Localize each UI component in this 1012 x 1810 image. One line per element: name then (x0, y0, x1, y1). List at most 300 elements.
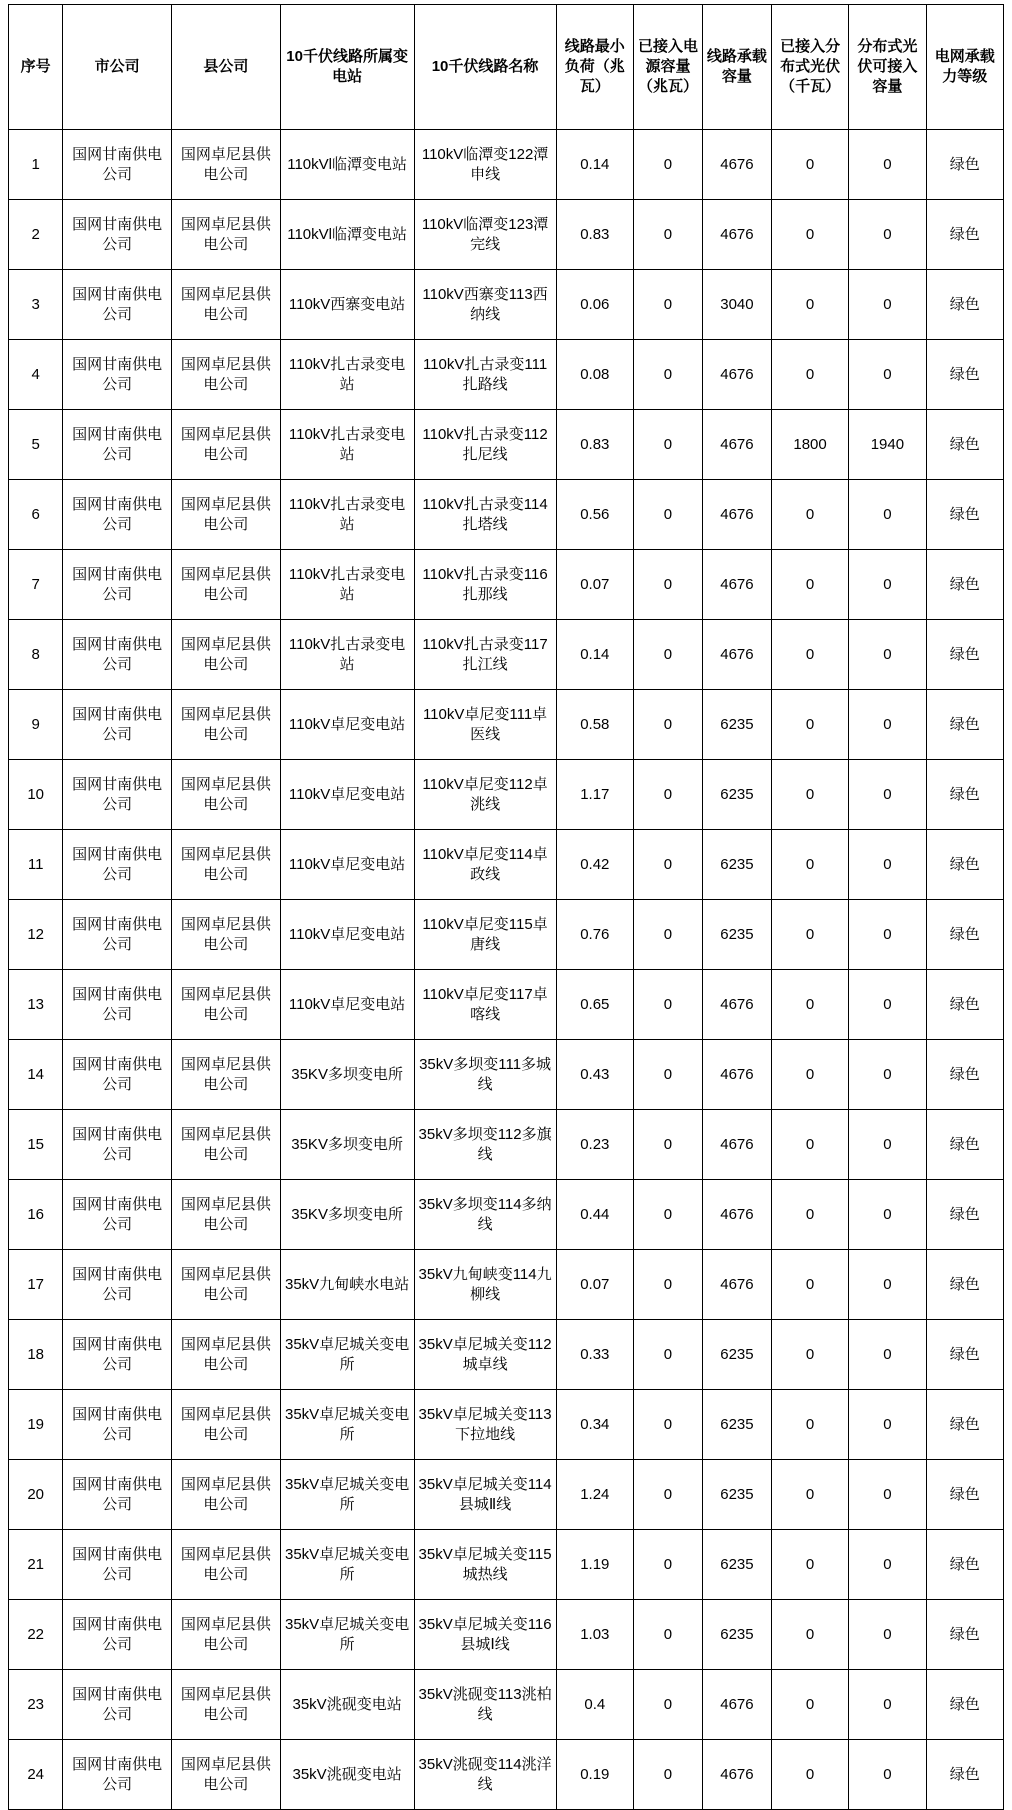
cell-min-load: 1.17 (556, 760, 633, 830)
cell-connected-source-capacity: 0 (633, 410, 702, 480)
cell-substation: 110kV扎古录变电站 (280, 340, 414, 410)
cell-line-name: 110kV卓尼变112卓洮线 (414, 760, 556, 830)
cell-county-company: 国网卓尼县供电公司 (172, 1180, 281, 1250)
table-row (9, 270, 1004, 340)
cell-city-company: 国网甘南供电公司 (63, 1040, 172, 1110)
cell-substation: 35KV多坝变电所 (280, 1180, 414, 1250)
cell-connected-pv: 0 (771, 1180, 848, 1250)
cell-city-company: 国网甘南供电公司 (63, 410, 172, 480)
cell-available-pv-capacity: 0 (849, 340, 926, 410)
table-row (9, 1320, 1004, 1390)
cell-grid-capacity-level: 绿色 (926, 1110, 1003, 1180)
cell-index: 24 (9, 1740, 63, 1810)
cell-grid-capacity-level: 绿色 (926, 1670, 1003, 1740)
cell-county-company: 国网卓尼县供电公司 (172, 1040, 281, 1110)
cell-line-name: 35kV卓尼城关变112城卓线 (414, 1320, 556, 1390)
cell-line-name: 110kV扎古录变111扎路线 (414, 340, 556, 410)
cell-grid-capacity-level: 绿色 (926, 270, 1003, 340)
cell-line-name: 110kV临潭变122潭申线 (414, 130, 556, 200)
cell-county-company: 国网卓尼县供电公司 (172, 410, 281, 480)
cell-substation: 110kV扎古录变电站 (280, 480, 414, 550)
cell-line-carrying-capacity: 4676 (702, 970, 771, 1040)
cell-line-name: 110kV临潭变123潭完线 (414, 200, 556, 270)
table-row (9, 1040, 1004, 1110)
cell-available-pv-capacity: 0 (849, 1320, 926, 1390)
cell-county-company: 国网卓尼县供电公司 (172, 970, 281, 1040)
table-row (9, 340, 1004, 410)
cell-grid-capacity-level: 绿色 (926, 1040, 1003, 1110)
cell-min-load: 0.56 (556, 480, 633, 550)
cell-substation: 110kV卓尼变电站 (280, 760, 414, 830)
cell-available-pv-capacity: 0 (849, 760, 926, 830)
cell-connected-pv: 0 (771, 830, 848, 900)
cell-line-name: 35kV卓尼城关变116县城Ⅰ线 (414, 1600, 556, 1670)
cell-line-name: 110kV卓尼变115卓唐线 (414, 900, 556, 970)
cell-line-name: 110kV卓尼变114卓政线 (414, 830, 556, 900)
cell-index: 3 (9, 270, 63, 340)
cell-city-company: 国网甘南供电公司 (63, 1600, 172, 1670)
table-row (9, 970, 1004, 1040)
cell-available-pv-capacity: 0 (849, 830, 926, 900)
cell-line-carrying-capacity: 4676 (702, 200, 771, 270)
cell-index: 1 (9, 130, 63, 200)
cell-grid-capacity-level: 绿色 (926, 1250, 1003, 1320)
cell-available-pv-capacity: 0 (849, 1600, 926, 1670)
cell-index: 20 (9, 1460, 63, 1530)
column-header-connected-pv: 已接入分布式光伏（千瓦） (771, 5, 848, 130)
cell-connected-source-capacity: 0 (633, 340, 702, 410)
cell-city-company: 国网甘南供电公司 (63, 550, 172, 620)
cell-min-load: 0.14 (556, 130, 633, 200)
table-row (9, 760, 1004, 830)
cell-connected-source-capacity: 0 (633, 1530, 702, 1600)
cell-connected-pv: 0 (771, 1320, 848, 1390)
cell-county-company: 国网卓尼县供电公司 (172, 1600, 281, 1670)
table-row (9, 200, 1004, 270)
cell-line-carrying-capacity: 4676 (702, 410, 771, 480)
cell-connected-pv: 0 (771, 130, 848, 200)
cell-line-carrying-capacity: 6235 (702, 830, 771, 900)
cell-substation: 35kV卓尼城关变电所 (280, 1460, 414, 1530)
cell-county-company: 国网卓尼县供电公司 (172, 1530, 281, 1600)
cell-city-company: 国网甘南供电公司 (63, 1740, 172, 1810)
cell-connected-source-capacity: 0 (633, 1110, 702, 1180)
table-body (9, 130, 1004, 1810)
column-header-grid-capacity-level: 电网承载力等级 (926, 5, 1003, 130)
cell-county-company: 国网卓尼县供电公司 (172, 1250, 281, 1320)
cell-index: 6 (9, 480, 63, 550)
cell-substation: 35kV洮砚变电站 (280, 1740, 414, 1810)
cell-county-company: 国网卓尼县供电公司 (172, 1320, 281, 1390)
cell-index: 4 (9, 340, 63, 410)
table-row (9, 1110, 1004, 1180)
cell-city-company: 国网甘南供电公司 (63, 1390, 172, 1460)
cell-city-company: 国网甘南供电公司 (63, 1530, 172, 1600)
cell-connected-pv: 0 (771, 340, 848, 410)
cell-line-name: 35kV卓尼城关变115城热线 (414, 1530, 556, 1600)
cell-available-pv-capacity: 0 (849, 1670, 926, 1740)
cell-connected-source-capacity: 0 (633, 1180, 702, 1250)
cell-line-carrying-capacity: 6235 (702, 1320, 771, 1390)
cell-connected-source-capacity: 0 (633, 1390, 702, 1460)
cell-min-load: 1.19 (556, 1530, 633, 1600)
cell-connected-pv: 0 (771, 1530, 848, 1600)
cell-line-carrying-capacity: 4676 (702, 1670, 771, 1740)
column-header-index: 序号 (9, 5, 63, 130)
cell-grid-capacity-level: 绿色 (926, 830, 1003, 900)
cell-available-pv-capacity: 0 (849, 900, 926, 970)
cell-city-company: 国网甘南供电公司 (63, 480, 172, 550)
cell-available-pv-capacity: 0 (849, 550, 926, 620)
column-header-county-company: 县公司 (172, 5, 281, 130)
grid-capacity-table (8, 4, 1004, 1810)
cell-county-company: 国网卓尼县供电公司 (172, 830, 281, 900)
cell-available-pv-capacity: 0 (849, 1460, 926, 1530)
table-row (9, 1740, 1004, 1810)
column-header-line-carrying-capacity: 线路承载容量 (702, 5, 771, 130)
cell-grid-capacity-level: 绿色 (926, 690, 1003, 760)
cell-grid-capacity-level: 绿色 (926, 550, 1003, 620)
cell-grid-capacity-level: 绿色 (926, 1740, 1003, 1810)
cell-line-name: 110kV西寨变113西纳线 (414, 270, 556, 340)
cell-line-carrying-capacity: 4676 (702, 340, 771, 410)
cell-county-company: 国网卓尼县供电公司 (172, 550, 281, 620)
cell-grid-capacity-level: 绿色 (926, 620, 1003, 690)
cell-substation: 110kV卓尼变电站 (280, 900, 414, 970)
cell-min-load: 0.83 (556, 410, 633, 480)
cell-connected-source-capacity: 0 (633, 130, 702, 200)
cell-connected-pv: 0 (771, 620, 848, 690)
cell-connected-pv: 0 (771, 1460, 848, 1530)
cell-grid-capacity-level: 绿色 (926, 130, 1003, 200)
cell-available-pv-capacity: 1940 (849, 410, 926, 480)
cell-county-company: 国网卓尼县供电公司 (172, 480, 281, 550)
cell-min-load: 0.23 (556, 1110, 633, 1180)
cell-available-pv-capacity: 0 (849, 1250, 926, 1320)
cell-substation: 35kV卓尼城关变电所 (280, 1600, 414, 1670)
table-row (9, 410, 1004, 480)
cell-min-load: 0.42 (556, 830, 633, 900)
cell-min-load: 0.07 (556, 550, 633, 620)
cell-available-pv-capacity: 0 (849, 130, 926, 200)
cell-connected-source-capacity: 0 (633, 1040, 702, 1110)
cell-city-company: 国网甘南供电公司 (63, 200, 172, 270)
cell-line-name: 110kV扎古录变114扎塔线 (414, 480, 556, 550)
cell-index: 23 (9, 1670, 63, 1740)
cell-substation: 35KV多坝变电所 (280, 1110, 414, 1180)
cell-connected-source-capacity: 0 (633, 970, 702, 1040)
cell-connected-source-capacity: 0 (633, 550, 702, 620)
cell-available-pv-capacity: 0 (849, 1530, 926, 1600)
cell-city-company: 国网甘南供电公司 (63, 970, 172, 1040)
cell-index: 7 (9, 550, 63, 620)
cell-index: 13 (9, 970, 63, 1040)
cell-index: 15 (9, 1110, 63, 1180)
cell-county-company: 国网卓尼县供电公司 (172, 130, 281, 200)
table-row (9, 550, 1004, 620)
cell-min-load: 0.08 (556, 340, 633, 410)
cell-city-company: 国网甘南供电公司 (63, 1670, 172, 1740)
cell-grid-capacity-level: 绿色 (926, 900, 1003, 970)
cell-county-company: 国网卓尼县供电公司 (172, 1740, 281, 1810)
cell-substation: 35kV卓尼城关变电所 (280, 1530, 414, 1600)
cell-index: 8 (9, 620, 63, 690)
cell-county-company: 国网卓尼县供电公司 (172, 690, 281, 760)
cell-line-name: 110kV卓尼变111卓医线 (414, 690, 556, 760)
cell-min-load: 0.34 (556, 1390, 633, 1460)
cell-available-pv-capacity: 0 (849, 480, 926, 550)
cell-grid-capacity-level: 绿色 (926, 340, 1003, 410)
table-row (9, 900, 1004, 970)
cell-county-company: 国网卓尼县供电公司 (172, 1670, 281, 1740)
cell-substation: 110kV扎古录变电站 (280, 410, 414, 480)
cell-available-pv-capacity: 0 (849, 1390, 926, 1460)
cell-min-load: 0.06 (556, 270, 633, 340)
cell-available-pv-capacity: 0 (849, 690, 926, 760)
cell-connected-source-capacity: 0 (633, 1250, 702, 1320)
cell-city-company: 国网甘南供电公司 (63, 130, 172, 200)
cell-substation: 35kV九甸峡水电站 (280, 1250, 414, 1320)
table-row (9, 1460, 1004, 1530)
cell-city-company: 国网甘南供电公司 (63, 1460, 172, 1530)
cell-connected-pv: 0 (771, 550, 848, 620)
cell-line-name: 35kV九甸峡变114九柳线 (414, 1250, 556, 1320)
table-row (9, 620, 1004, 690)
cell-city-company: 国网甘南供电公司 (63, 690, 172, 760)
cell-line-carrying-capacity: 6235 (702, 1460, 771, 1530)
cell-line-name: 110kV扎古录变117扎江线 (414, 620, 556, 690)
cell-county-company: 国网卓尼县供电公司 (172, 270, 281, 340)
cell-index: 21 (9, 1530, 63, 1600)
cell-line-carrying-capacity: 6235 (702, 690, 771, 760)
cell-connected-pv: 0 (771, 270, 848, 340)
cell-line-carrying-capacity: 6235 (702, 1530, 771, 1600)
cell-connected-source-capacity: 0 (633, 1670, 702, 1740)
cell-city-company: 国网甘南供电公司 (63, 270, 172, 340)
table-row (9, 1530, 1004, 1600)
cell-grid-capacity-level: 绿色 (926, 200, 1003, 270)
cell-connected-source-capacity: 0 (633, 1740, 702, 1810)
cell-available-pv-capacity: 0 (849, 1180, 926, 1250)
cell-min-load: 0.43 (556, 1040, 633, 1110)
cell-index: 2 (9, 200, 63, 270)
cell-connected-source-capacity: 0 (633, 270, 702, 340)
cell-line-carrying-capacity: 6235 (702, 1600, 771, 1670)
column-header-available-pv-capacity: 分布式光伏可接入容量 (849, 5, 926, 130)
cell-grid-capacity-level: 绿色 (926, 1320, 1003, 1390)
cell-county-company: 国网卓尼县供电公司 (172, 1390, 281, 1460)
table-row (9, 1600, 1004, 1670)
cell-connected-pv: 0 (771, 690, 848, 760)
cell-min-load: 1.03 (556, 1600, 633, 1670)
cell-line-name: 35kV卓尼城关变113下拉地线 (414, 1390, 556, 1460)
cell-city-company: 国网甘南供电公司 (63, 1250, 172, 1320)
cell-index: 11 (9, 830, 63, 900)
cell-grid-capacity-level: 绿色 (926, 970, 1003, 1040)
table-header (9, 5, 1004, 130)
cell-min-load: 0.4 (556, 1670, 633, 1740)
cell-grid-capacity-level: 绿色 (926, 480, 1003, 550)
table-row (9, 1670, 1004, 1740)
cell-min-load: 0.14 (556, 620, 633, 690)
cell-connected-pv: 1800 (771, 410, 848, 480)
cell-connected-source-capacity: 0 (633, 1600, 702, 1670)
cell-connected-pv: 0 (771, 1040, 848, 1110)
cell-line-carrying-capacity: 4676 (702, 1250, 771, 1320)
table-row (9, 690, 1004, 760)
cell-grid-capacity-level: 绿色 (926, 1180, 1003, 1250)
table-row (9, 1250, 1004, 1320)
cell-index: 14 (9, 1040, 63, 1110)
table-row (9, 130, 1004, 200)
cell-city-company: 国网甘南供电公司 (63, 760, 172, 830)
cell-line-name: 35kV多坝变112多旗线 (414, 1110, 556, 1180)
cell-available-pv-capacity: 0 (849, 270, 926, 340)
cell-connected-source-capacity: 0 (633, 760, 702, 830)
cell-city-company: 国网甘南供电公司 (63, 830, 172, 900)
cell-substation: 110kV扎古录变电站 (280, 550, 414, 620)
column-header-min-load: 线路最小负荷（兆瓦） (556, 5, 633, 130)
cell-line-carrying-capacity: 4676 (702, 1110, 771, 1180)
cell-grid-capacity-level: 绿色 (926, 1460, 1003, 1530)
cell-substation: 110kV扎古录变电站 (280, 620, 414, 690)
cell-connected-pv: 0 (771, 1390, 848, 1460)
cell-connected-pv: 0 (771, 900, 848, 970)
cell-index: 17 (9, 1250, 63, 1320)
cell-line-carrying-capacity: 4676 (702, 1040, 771, 1110)
cell-county-company: 国网卓尼县供电公司 (172, 340, 281, 410)
cell-county-company: 国网卓尼县供电公司 (172, 1460, 281, 1530)
cell-connected-pv: 0 (771, 760, 848, 830)
cell-index: 16 (9, 1180, 63, 1250)
cell-substation: 110kVl临潭变电站 (280, 130, 414, 200)
cell-available-pv-capacity: 0 (849, 200, 926, 270)
cell-city-company: 国网甘南供电公司 (63, 1180, 172, 1250)
cell-line-carrying-capacity: 4676 (702, 480, 771, 550)
cell-line-carrying-capacity: 4676 (702, 1180, 771, 1250)
table-row (9, 830, 1004, 900)
cell-line-carrying-capacity: 3040 (702, 270, 771, 340)
cell-substation: 35KV多坝变电所 (280, 1040, 414, 1110)
cell-connected-pv: 0 (771, 970, 848, 1040)
cell-connected-source-capacity: 0 (633, 830, 702, 900)
cell-line-carrying-capacity: 4676 (702, 1740, 771, 1810)
column-header-substation: 10千伏线路所属变电站 (280, 5, 414, 130)
cell-connected-source-capacity: 0 (633, 690, 702, 760)
cell-index: 5 (9, 410, 63, 480)
cell-grid-capacity-level: 绿色 (926, 1530, 1003, 1600)
cell-connected-pv: 0 (771, 1250, 848, 1320)
cell-connected-pv: 0 (771, 1740, 848, 1810)
cell-substation: 35kV卓尼城关变电所 (280, 1390, 414, 1460)
cell-line-name: 110kV卓尼变117卓喀线 (414, 970, 556, 1040)
cell-county-company: 国网卓尼县供电公司 (172, 1110, 281, 1180)
cell-available-pv-capacity: 0 (849, 1040, 926, 1110)
cell-line-name: 35kV卓尼城关变114县城Ⅱ线 (414, 1460, 556, 1530)
cell-available-pv-capacity: 0 (849, 1110, 926, 1180)
cell-min-load: 0.19 (556, 1740, 633, 1810)
cell-connected-source-capacity: 0 (633, 480, 702, 550)
cell-substation: 110kV卓尼变电站 (280, 690, 414, 760)
cell-index: 19 (9, 1390, 63, 1460)
cell-grid-capacity-level: 绿色 (926, 1600, 1003, 1670)
cell-connected-pv: 0 (771, 480, 848, 550)
cell-connected-source-capacity: 0 (633, 200, 702, 270)
cell-city-company: 国网甘南供电公司 (63, 340, 172, 410)
cell-substation: 110kV卓尼变电站 (280, 830, 414, 900)
cell-min-load: 0.33 (556, 1320, 633, 1390)
cell-county-company: 国网卓尼县供电公司 (172, 200, 281, 270)
cell-substation: 35kV卓尼城关变电所 (280, 1320, 414, 1390)
header-row (9, 5, 1004, 130)
cell-county-company: 国网卓尼县供电公司 (172, 620, 281, 690)
cell-index: 9 (9, 690, 63, 760)
cell-min-load: 0.76 (556, 900, 633, 970)
table-row (9, 1180, 1004, 1250)
column-header-line-name: 10千伏线路名称 (414, 5, 556, 130)
cell-index: 18 (9, 1320, 63, 1390)
cell-connected-source-capacity: 0 (633, 1460, 702, 1530)
cell-line-carrying-capacity: 4676 (702, 130, 771, 200)
cell-min-load: 0.83 (556, 200, 633, 270)
column-header-connected-source-capacity: 已接入电源容量（兆瓦） (633, 5, 702, 130)
cell-connected-pv: 0 (771, 1670, 848, 1740)
cell-line-name: 35kV洮砚变114洮洋线 (414, 1740, 556, 1810)
cell-min-load: 0.44 (556, 1180, 633, 1250)
cell-index: 12 (9, 900, 63, 970)
cell-city-company: 国网甘南供电公司 (63, 1320, 172, 1390)
cell-line-name: 110kV扎古录变112扎尼线 (414, 410, 556, 480)
cell-min-load: 0.58 (556, 690, 633, 760)
cell-line-carrying-capacity: 4676 (702, 550, 771, 620)
cell-grid-capacity-level: 绿色 (926, 410, 1003, 480)
cell-connected-source-capacity: 0 (633, 1320, 702, 1390)
cell-min-load: 0.65 (556, 970, 633, 1040)
cell-connected-pv: 0 (771, 1600, 848, 1670)
cell-connected-source-capacity: 0 (633, 620, 702, 690)
cell-index: 22 (9, 1600, 63, 1670)
cell-line-name: 35kV洮砚变113洮柏线 (414, 1670, 556, 1740)
column-header-city-company: 市公司 (63, 5, 172, 130)
cell-substation: 110kV卓尼变电站 (280, 970, 414, 1040)
cell-available-pv-capacity: 0 (849, 1740, 926, 1810)
table-row (9, 1390, 1004, 1460)
cell-line-name: 35kV多坝变114多纳线 (414, 1180, 556, 1250)
cell-connected-pv: 0 (771, 1110, 848, 1180)
cell-index: 10 (9, 760, 63, 830)
cell-line-carrying-capacity: 6235 (702, 760, 771, 830)
cell-substation: 110kV西寨变电站 (280, 270, 414, 340)
cell-available-pv-capacity: 0 (849, 970, 926, 1040)
cell-city-company: 国网甘南供电公司 (63, 900, 172, 970)
cell-line-carrying-capacity: 6235 (702, 1390, 771, 1460)
cell-line-name: 110kV扎古录变116扎那线 (414, 550, 556, 620)
cell-county-company: 国网卓尼县供电公司 (172, 900, 281, 970)
table-row (9, 480, 1004, 550)
cell-line-carrying-capacity: 6235 (702, 900, 771, 970)
cell-min-load: 1.24 (556, 1460, 633, 1530)
cell-county-company: 国网卓尼县供电公司 (172, 760, 281, 830)
cell-line-name: 35kV多坝变111多城线 (414, 1040, 556, 1110)
cell-grid-capacity-level: 绿色 (926, 760, 1003, 830)
cell-connected-pv: 0 (771, 200, 848, 270)
cell-min-load: 0.07 (556, 1250, 633, 1320)
cell-available-pv-capacity: 0 (849, 620, 926, 690)
cell-line-carrying-capacity: 4676 (702, 620, 771, 690)
cell-connected-source-capacity: 0 (633, 900, 702, 970)
cell-grid-capacity-level: 绿色 (926, 1390, 1003, 1460)
cell-substation: 110kVl临潭变电站 (280, 200, 414, 270)
